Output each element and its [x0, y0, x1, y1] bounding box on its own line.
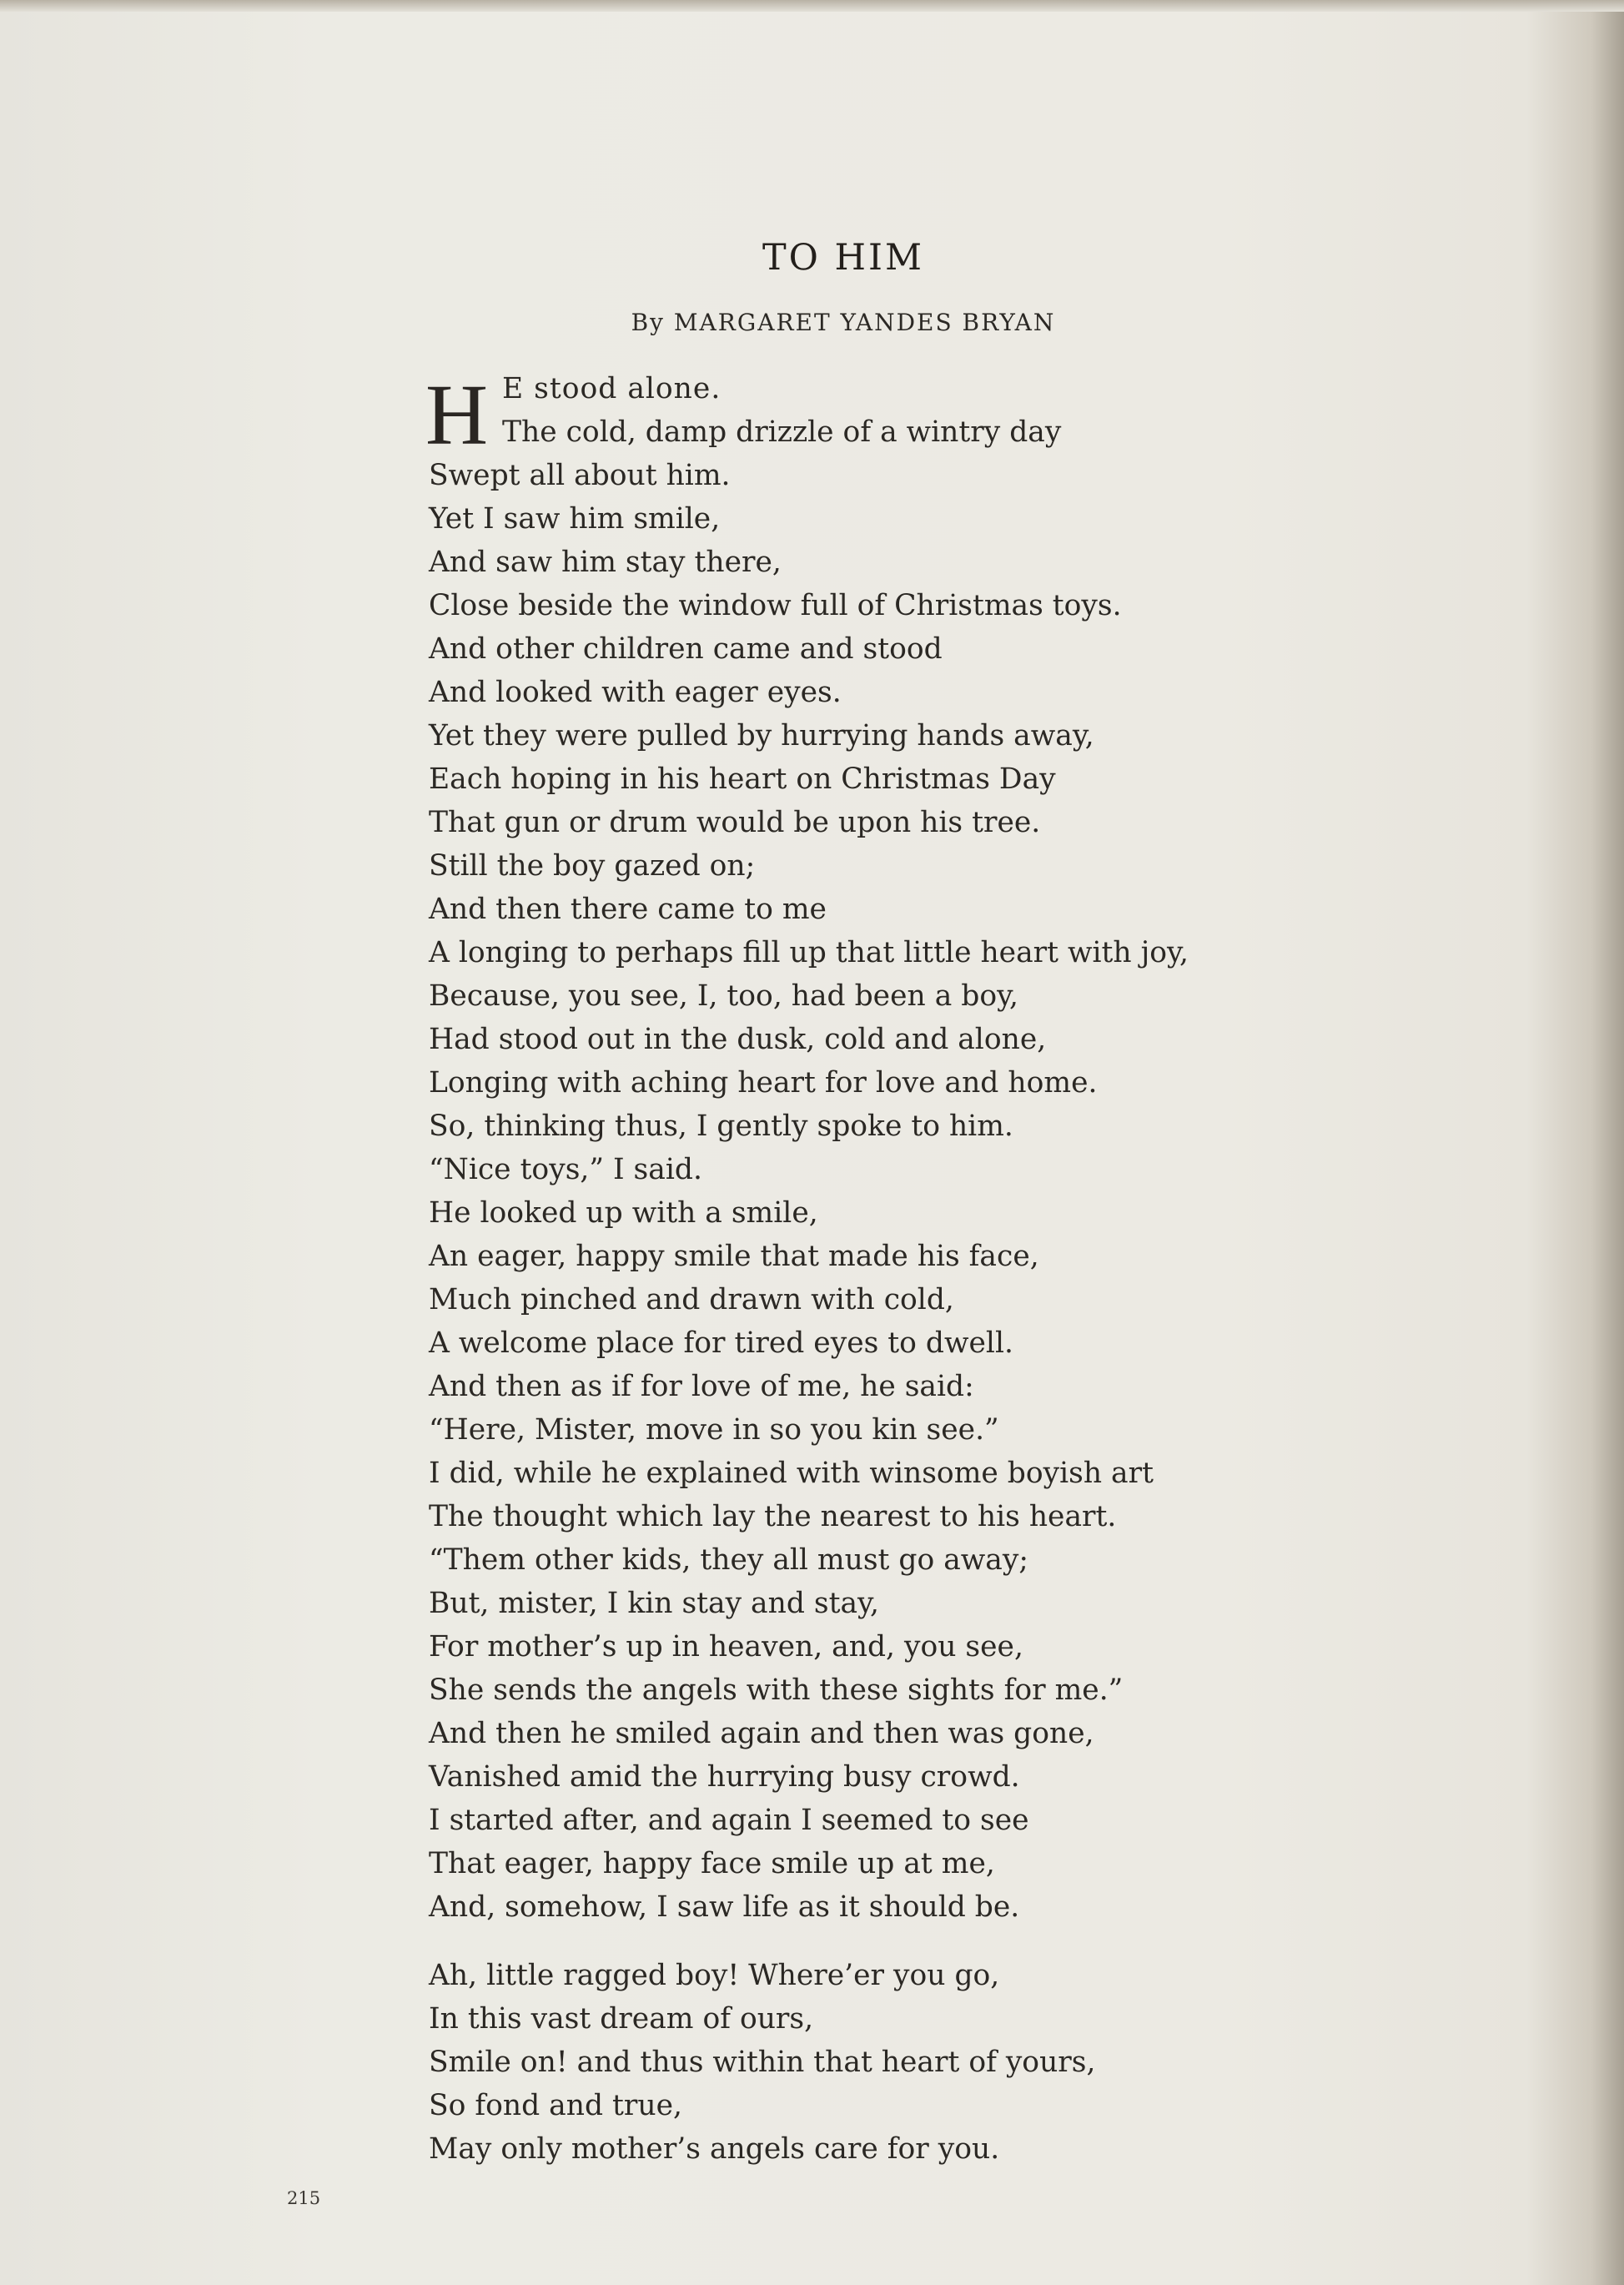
stanza-break	[429, 1929, 1296, 1954]
poem-line: And other children came and stood	[429, 632, 943, 666]
poem-line: Yet I saw him smile,	[429, 502, 721, 536]
poem-line: The thought which lay the nearest to his heart.	[429, 1500, 1117, 1533]
poem-line: And looked with eager eyes.	[429, 676, 842, 709]
poem-line: An eager, happy smile that made his face,	[429, 1240, 1039, 1273]
page-number: 215	[287, 2188, 321, 2208]
poem-line: Each hoping in his heart on Christmas Day	[429, 763, 1056, 796]
poem-line: For mother’s up in heaven, and, you see,	[429, 1630, 1023, 1663]
poem-title: TO HIM	[762, 237, 925, 279]
poem-line: Still the boy gazed on;	[429, 849, 756, 883]
poem-line: That gun or drum would be upon his tree.	[429, 806, 1041, 839]
poem-line: And, somehow, I saw life as it should be.	[429, 1890, 1020, 1924]
poem-line: Because, you see, I, too, had been a boy,	[429, 979, 1018, 1013]
poem-line: “Them other kids, they all must go away;	[429, 1543, 1028, 1577]
poem-line: A welcome place for tired eyes to dwell.	[429, 1326, 1013, 1360]
poem-line: Ah, little ragged boy! Where’er you go,	[429, 1959, 1000, 1992]
poem-byline: By MARGARET YANDES BRYAN	[631, 309, 1056, 336]
drop-cap: H	[425, 367, 489, 463]
poem-line: Vanished amid the hurrying busy crowd.	[429, 1760, 1020, 1794]
poem-line: And then there came to me	[429, 893, 827, 926]
poem-body	[425, 367, 1296, 2171]
poem-line: But, mister, I kin stay and stay,	[429, 1587, 879, 1620]
poem-line: So, thinking thus, I gently spoke to him.	[429, 1110, 1013, 1143]
poem-line: The cold, damp drizzle of a wintry day	[502, 415, 1062, 449]
poem-line: May only mother’s angels care for you.	[429, 2132, 1000, 2166]
poem-line: She sends the angels with these sights for me.”	[429, 1673, 1124, 1707]
poem-line: He looked up with a smile,	[429, 1196, 818, 1230]
poem-line: Close beside the window full of Christmas toys.	[429, 589, 1122, 622]
poem-line: Yet they were pulled by hurrying hands away,	[429, 719, 1094, 752]
poem-line: “Nice toys,” I said.	[429, 1153, 702, 1186]
poem-line: And then as if for love of me, he said:	[429, 1370, 974, 1403]
poem-line: Much pinched and drawn with cold,	[429, 1283, 954, 1316]
poem-line: Smile on! and thus within that heart of yours,	[429, 2046, 1096, 2079]
poem-line: “Here, Mister, move in so you kin see.”	[429, 1413, 999, 1447]
poem-line: I did, while he explained with winsome boyish art	[429, 1457, 1154, 1490]
poem-line: In this vast dream of ours,	[429, 2002, 814, 2036]
poem-line: So fond and true,	[429, 2089, 682, 2122]
poem-line: Longing with aching heart for love and home.	[429, 1066, 1098, 1100]
poem-line: And then he smiled again and then was gone,	[429, 1717, 1094, 1750]
first-line-text: E stood alone.	[502, 372, 721, 405]
poem-line: That eager, happy face smile up at me,	[429, 1847, 995, 1880]
poem-line: Had stood out in the dusk, cold and alone,	[429, 1023, 1047, 1056]
poem-line: I started after, and again I seemed to see	[429, 1804, 1029, 1837]
poem-line: And saw him stay there,	[429, 546, 782, 579]
poem-line: Swept all about him.	[429, 459, 731, 492]
poem-line: A longing to perhaps fill up that little heart with joy,	[429, 936, 1189, 969]
